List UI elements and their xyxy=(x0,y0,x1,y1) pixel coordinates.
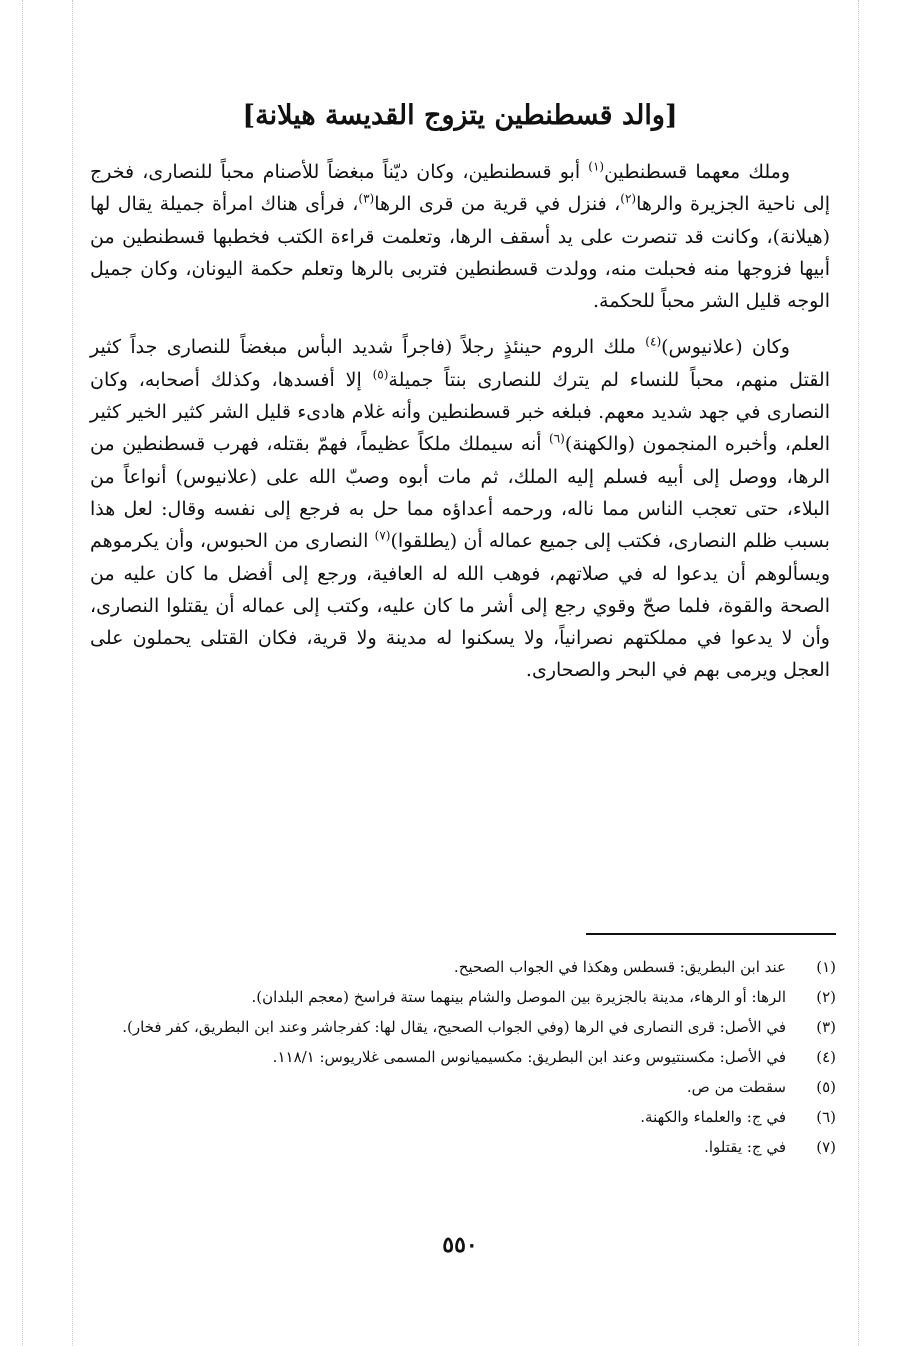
footnote xyxy=(90,1102,836,1132)
footnote-ref: (١) xyxy=(588,159,605,174)
section-title: [والد قسطنطين يتزوج القديسة هيلانة] xyxy=(242,100,678,131)
footnote xyxy=(90,1042,836,1072)
footnote-number: (٦) xyxy=(816,1108,836,1126)
text-segment: وكان (علانيوس) xyxy=(661,336,790,359)
footnotes xyxy=(90,952,836,1162)
footnote-separator xyxy=(586,933,836,935)
footnote xyxy=(90,982,836,1012)
paragraph xyxy=(90,331,830,686)
footnote-number: (٣) xyxy=(816,1018,836,1036)
text-segment: النصارى من الحبوس، وأن يكرموهم ويسألوهم أن يدعوا له في صلاتهم، فوهب الله له العافية، ورجع إلى أفضل ما كان عليه من الصحة والقوة، فلما صحّ وقوي رجع إلى أشر ما كان عليه، وكتب إلى عماله أن يقتلوا النصارى، وأن لا يدعوا في مملكتهم نصرانياً، ولا يسكنوا له مدينة ولا قرية، فكان القتلى يحملون على العجل ويرمى بهم في البحر والصحارى. xyxy=(90,530,830,682)
footnote xyxy=(90,952,836,982)
footnote-ref: (٥) xyxy=(372,367,389,382)
footnote xyxy=(90,1012,836,1042)
text-segment: ، فنزل في قرية من قرى الرها xyxy=(374,193,621,216)
footnote-number: (٤) xyxy=(816,1048,836,1066)
footnote-ref: (٤) xyxy=(645,335,662,350)
body-text xyxy=(90,156,830,687)
text-segment: وملك معهما قسطنطين xyxy=(604,161,790,183)
page-number: ٥٥٠ xyxy=(442,1232,478,1258)
footnote-number: (٥) xyxy=(816,1078,836,1096)
footnote-ref: (٢) xyxy=(620,191,637,206)
footnote-text: في الأصل: قرى النصارى في الرها (وفي الجواب الصحيح، يقال لها: كفرجاشر وعند ابن البطريق، كفر فخار). xyxy=(122,1018,786,1036)
footnote xyxy=(90,1132,836,1162)
scan-edge-line xyxy=(72,0,73,1346)
footnote-ref: (٦) xyxy=(549,432,565,447)
text-segment: أبو قسطنطين، وكان ديّناً مبغضاً للأصنام محباً للنصارى، فخرج إلى ناحية الجزيرة والرها xyxy=(90,161,830,216)
text-segment: إلا أفسدها، وكذلك أصحابه، وكان النصارى في جهد شديد معهم. فبلغه خبر قسطنطين وأنه غلام هادىء قليل الشر كثير الخير كثير العلم، وأخبره المنجمون (والكهنة) xyxy=(90,368,830,456)
footnote xyxy=(90,1072,836,1102)
footnote-text: عند ابن البطريق: قسطس وهكذا في الجواب الصحيح. xyxy=(453,958,786,976)
footnote-text: في ج: والعلماء والكهنة. xyxy=(640,1108,786,1126)
footnote-number: (١) xyxy=(816,958,836,976)
scan-edge-line xyxy=(22,0,23,1346)
footnote-text: سقطت من ص. xyxy=(686,1078,786,1096)
footnote-number: (٧) xyxy=(816,1138,836,1156)
footnote-number: (٢) xyxy=(816,988,836,1006)
footnote-text: في ج: يقتلوا. xyxy=(704,1138,786,1156)
text-segment: ، فرأى هناك امرأة جميلة يقال لها (هيلانة)، وكانت قد تنصرت على يد أسقف الرها، وتعلمت قراءة الكتب فخطبها قسطنطين من أبيها فزوجها منه فحبلت منه، وولدت قسطنطين فتربى بالرها وتعلم حكمة اليونان، وكان جميل الوجه قليل الشر محباً للحكمة. xyxy=(90,193,830,313)
paragraph xyxy=(90,156,830,317)
text-segment: ملك الروم حينئذٍ رجلاً (فاجراً شديد البأس مبغضاً للنصارى جداً كثير القتل منهم، محباً للنساء لم يترك للنصارى بنتاً جميلة xyxy=(90,336,830,391)
footnote-ref: (٧) xyxy=(374,528,391,543)
footnote-ref: (٣) xyxy=(358,191,375,206)
text-segment: أنه سيملك ملكاً عظيماً، فهمّ بقتله، فهرب قسطنطين من الرها، ووصل إلى أبيه فسلم إليه الملك، ثم مات أبوه وصبّ الله على (علانيوس) أنواعاً من البلاء، حتى تعجب الناس مما ناله، ورحمه أعداؤه مما حل به فرجع إلى نفسه وقال: لعل هذا بسبب ظلم النصارى، فكتب إلى جميع عماله أن (يطلقوا) xyxy=(90,433,830,553)
footnote-text: في الأصل: مكسنتيوس وعند ابن البطريق: مكسيميانوس المسمى غلاريوس: ١١٨/١. xyxy=(272,1048,786,1066)
scan-edge-line xyxy=(858,0,859,1346)
footnote-text: الرها: أو الرهاء، مدينة بالجزيرة بين الموصل والشام بينهما ستة فراسخ (معجم البلدان). xyxy=(251,988,786,1006)
